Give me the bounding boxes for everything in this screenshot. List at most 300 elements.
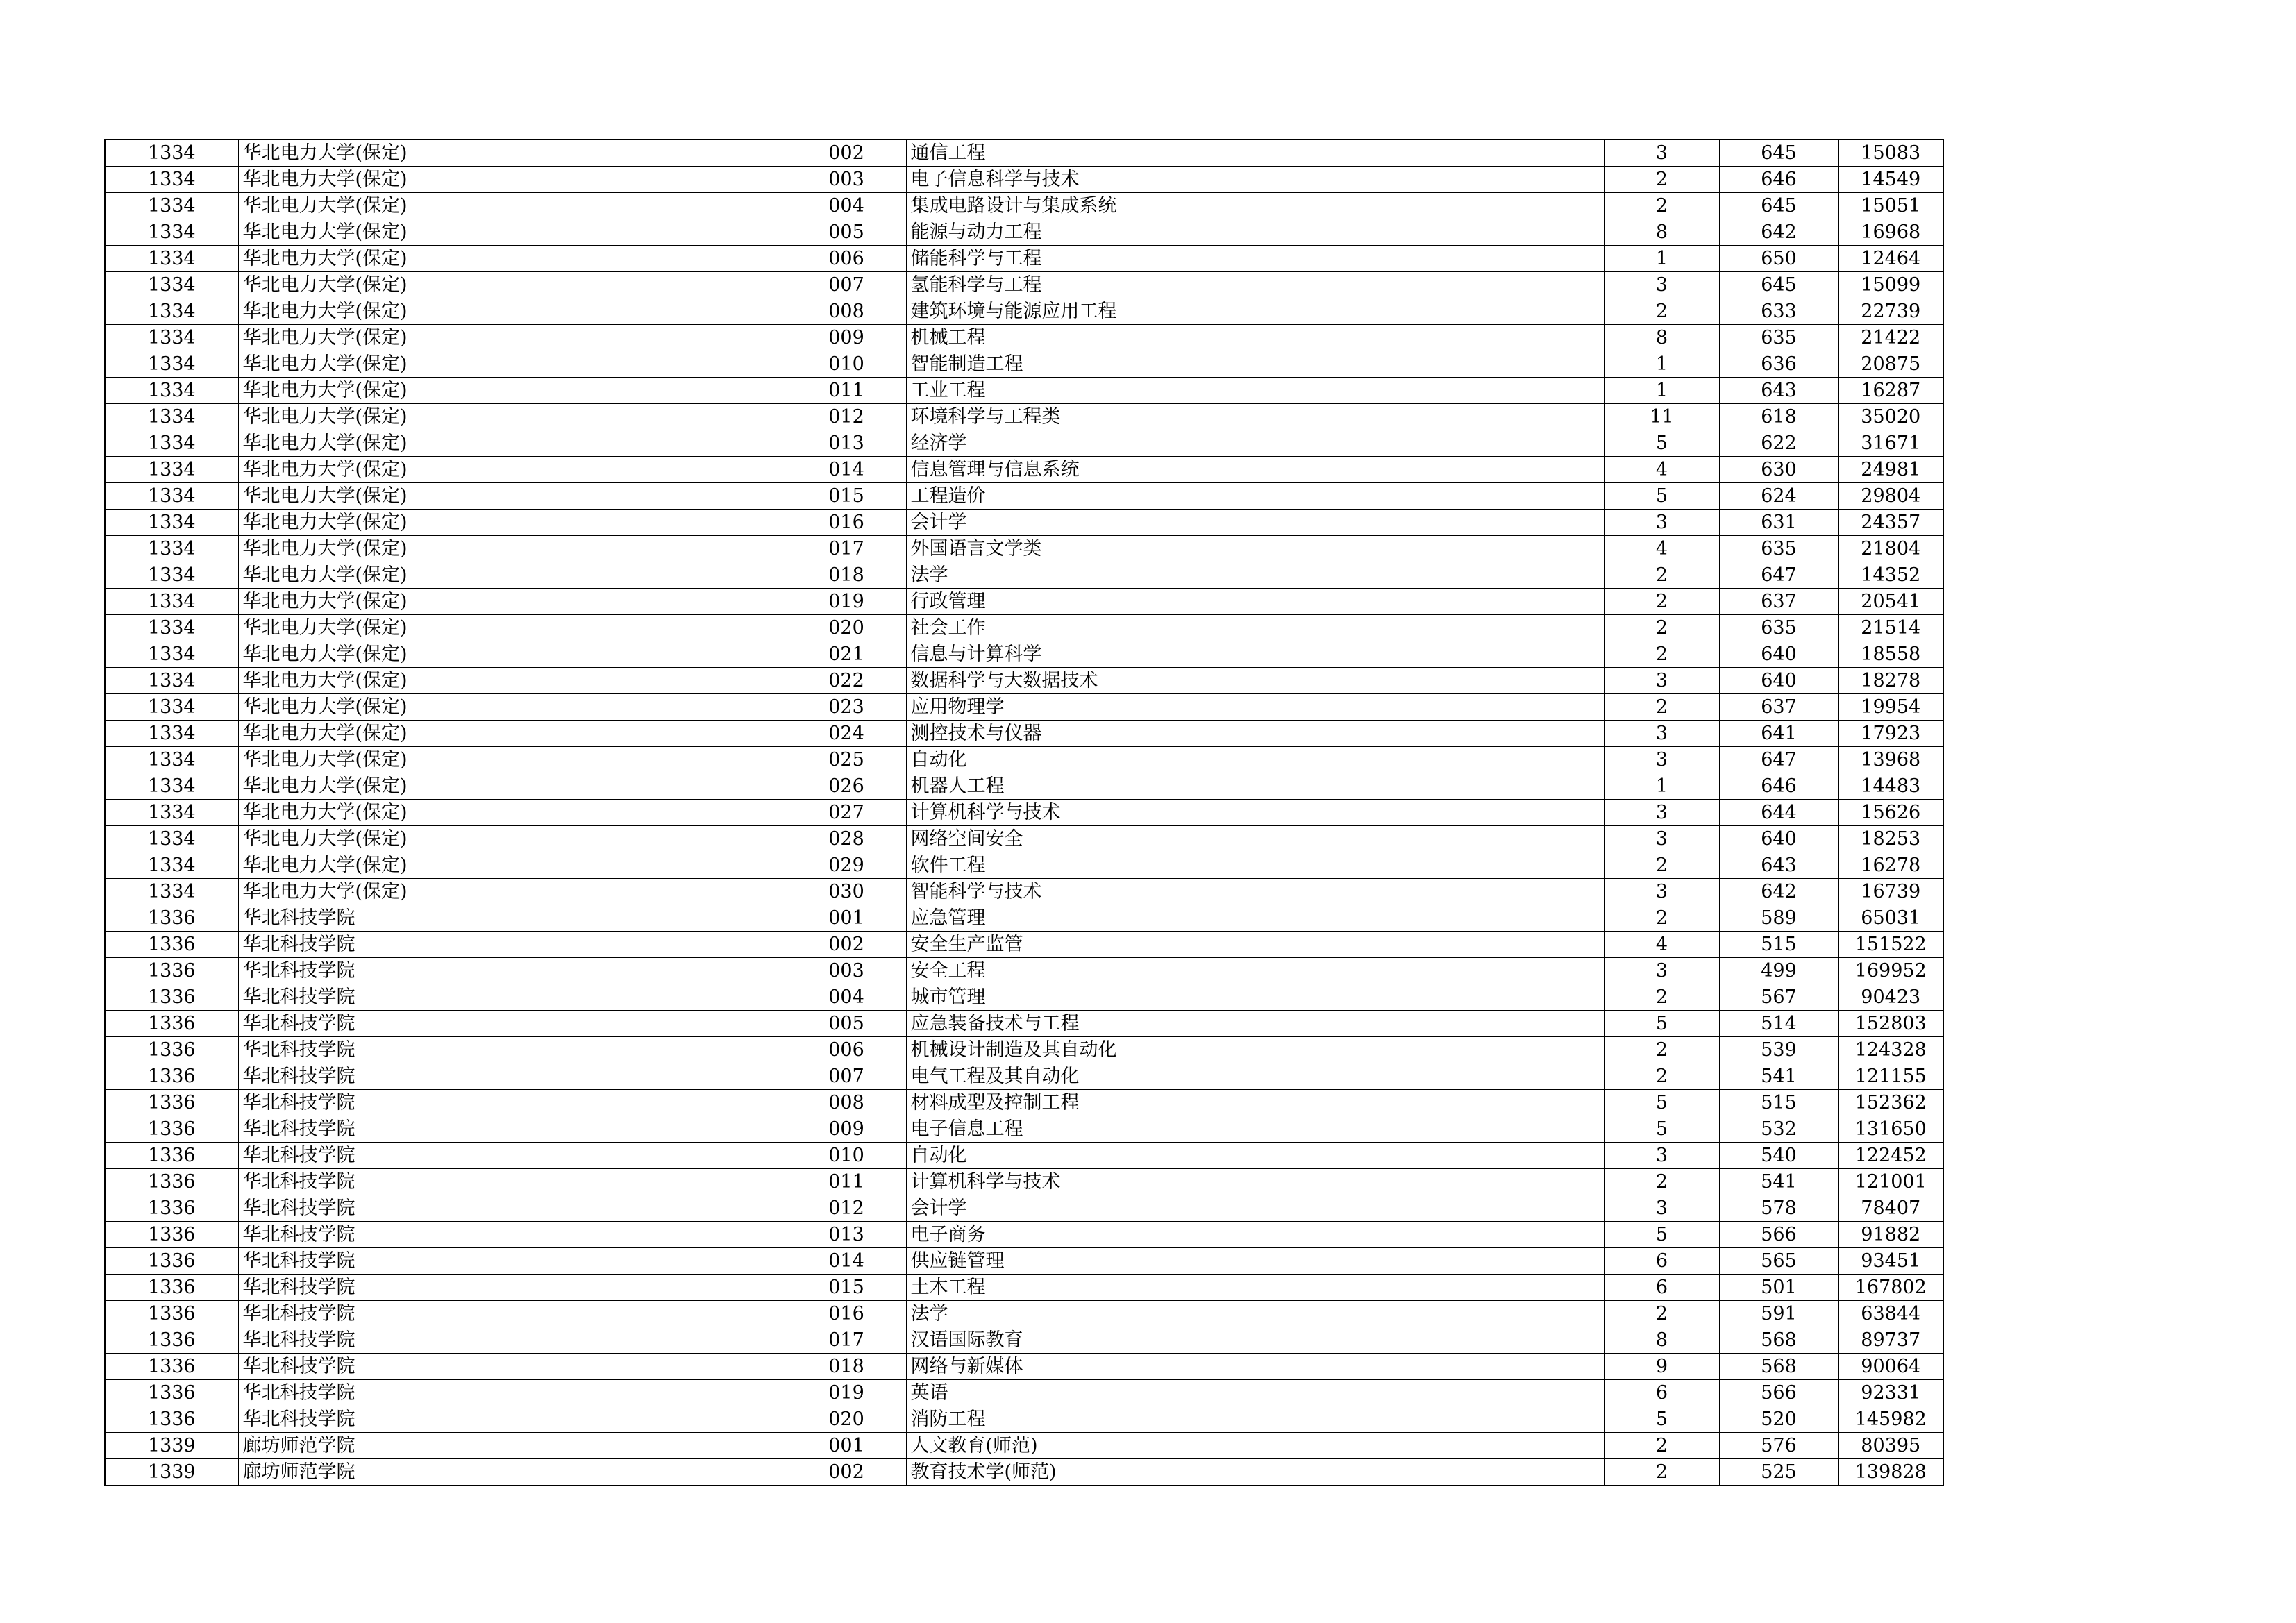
major-name-cell: 电气工程及其自动化 — [906, 1063, 1604, 1090]
school-name-cell: 华北电力大学(保定) — [238, 483, 787, 510]
major-code-cell: 001 — [787, 1433, 906, 1459]
school-code-cell: 1334 — [105, 167, 238, 193]
school-name-cell: 华北电力大学(保定) — [238, 668, 787, 694]
plan-count-cell: 3 — [1604, 747, 1719, 773]
min-score-cell: 525 — [1719, 1459, 1838, 1486]
major-code-cell: 005 — [787, 219, 906, 246]
school-name-cell: 华北科技学院 — [238, 1301, 787, 1327]
min-score-cell: 576 — [1719, 1433, 1838, 1459]
school-name-cell: 华北电力大学(保定) — [238, 589, 787, 615]
plan-count-cell: 6 — [1604, 1380, 1719, 1406]
table-row — [105, 1090, 1943, 1116]
min-score-cell: 631 — [1719, 510, 1838, 536]
school-code-cell: 1334 — [105, 140, 238, 167]
major-code-cell: 020 — [787, 1406, 906, 1433]
plan-count-cell: 4 — [1604, 536, 1719, 562]
major-code-cell: 019 — [787, 1380, 906, 1406]
school-name-cell: 华北科技学院 — [238, 958, 787, 984]
table-row — [105, 1459, 1943, 1486]
table-row — [105, 1275, 1943, 1301]
min-rank-cell: 35020 — [1838, 404, 1943, 430]
major-code-cell: 019 — [787, 589, 906, 615]
school-code-cell: 1336 — [105, 1327, 238, 1354]
plan-count-cell: 3 — [1604, 1143, 1719, 1169]
school-code-cell: 1336 — [105, 1248, 238, 1275]
admission-table — [104, 139, 1944, 1486]
major-name-cell: 能源与动力工程 — [906, 219, 1604, 246]
table-row — [105, 905, 1943, 932]
plan-count-cell: 4 — [1604, 932, 1719, 958]
major-name-cell: 环境科学与工程类 — [906, 404, 1604, 430]
min-rank-cell: 16278 — [1838, 852, 1943, 879]
school-name-cell: 华北电力大学(保定) — [238, 694, 787, 721]
major-name-cell: 英语 — [906, 1380, 1604, 1406]
major-name-cell: 电子信息工程 — [906, 1116, 1604, 1143]
min-rank-cell: 20875 — [1838, 351, 1943, 378]
school-name-cell: 华北科技学院 — [238, 1116, 787, 1143]
plan-count-cell: 5 — [1604, 1116, 1719, 1143]
school-code-cell: 1334 — [105, 193, 238, 219]
table-row — [105, 298, 1943, 325]
table-row — [105, 430, 1943, 457]
table-row — [105, 457, 1943, 483]
major-code-cell: 030 — [787, 879, 906, 905]
major-code-cell: 011 — [787, 1169, 906, 1195]
school-code-cell: 1339 — [105, 1459, 238, 1486]
table-row — [105, 562, 1943, 589]
min-rank-cell: 63844 — [1838, 1301, 1943, 1327]
min-rank-cell: 131650 — [1838, 1116, 1943, 1143]
table-row — [105, 641, 1943, 668]
plan-count-cell: 4 — [1604, 457, 1719, 483]
min-score-cell: 578 — [1719, 1195, 1838, 1222]
major-code-cell: 004 — [787, 193, 906, 219]
school-name-cell: 华北电力大学(保定) — [238, 641, 787, 668]
school-code-cell: 1334 — [105, 773, 238, 800]
major-code-cell: 013 — [787, 1222, 906, 1248]
min-score-cell: 643 — [1719, 852, 1838, 879]
school-name-cell: 华北电力大学(保定) — [238, 351, 787, 378]
school-name-cell: 华北电力大学(保定) — [238, 852, 787, 879]
major-code-cell: 015 — [787, 483, 906, 510]
major-name-cell: 储能科学与工程 — [906, 246, 1604, 272]
plan-count-cell: 2 — [1604, 852, 1719, 879]
school-name-cell: 华北电力大学(保定) — [238, 193, 787, 219]
plan-count-cell: 5 — [1604, 483, 1719, 510]
major-code-cell: 008 — [787, 298, 906, 325]
plan-count-cell: 3 — [1604, 1195, 1719, 1222]
plan-count-cell: 3 — [1604, 721, 1719, 747]
min-rank-cell: 15099 — [1838, 272, 1943, 298]
school-code-cell: 1334 — [105, 298, 238, 325]
plan-count-cell: 8 — [1604, 1327, 1719, 1354]
school-code-cell: 1334 — [105, 615, 238, 641]
min-score-cell: 646 — [1719, 167, 1838, 193]
min-score-cell: 645 — [1719, 272, 1838, 298]
min-rank-cell: 15083 — [1838, 140, 1943, 167]
school-code-cell: 1334 — [105, 694, 238, 721]
school-code-cell: 1336 — [105, 1063, 238, 1090]
table-row — [105, 1195, 1943, 1222]
major-code-cell: 014 — [787, 457, 906, 483]
major-name-cell: 行政管理 — [906, 589, 1604, 615]
plan-count-cell: 5 — [1604, 1406, 1719, 1433]
school-name-cell: 华北电力大学(保定) — [238, 272, 787, 298]
school-name-cell: 华北科技学院 — [238, 1248, 787, 1275]
school-code-cell: 1336 — [105, 1090, 238, 1116]
plan-count-cell: 2 — [1604, 1433, 1719, 1459]
table-row — [105, 219, 1943, 246]
min-rank-cell: 16287 — [1838, 378, 1943, 404]
min-rank-cell: 151522 — [1838, 932, 1943, 958]
school-code-cell: 1336 — [105, 1380, 238, 1406]
major-name-cell: 法学 — [906, 562, 1604, 589]
plan-count-cell: 5 — [1604, 1090, 1719, 1116]
school-name-cell: 廊坊师范学院 — [238, 1433, 787, 1459]
major-code-cell: 002 — [787, 1459, 906, 1486]
major-code-cell: 021 — [787, 641, 906, 668]
major-code-cell: 026 — [787, 773, 906, 800]
min-score-cell: 567 — [1719, 984, 1838, 1011]
school-code-cell: 1334 — [105, 879, 238, 905]
school-name-cell: 华北科技学院 — [238, 905, 787, 932]
plan-count-cell: 2 — [1604, 1169, 1719, 1195]
plan-count-cell: 2 — [1604, 1459, 1719, 1486]
school-name-cell: 华北电力大学(保定) — [238, 721, 787, 747]
major-code-cell: 027 — [787, 800, 906, 826]
min-rank-cell: 169952 — [1838, 958, 1943, 984]
school-name-cell: 华北科技学院 — [238, 1011, 787, 1037]
school-code-cell: 1334 — [105, 536, 238, 562]
major-name-cell: 电子信息科学与技术 — [906, 167, 1604, 193]
table-row — [105, 1116, 1943, 1143]
major-name-cell: 消防工程 — [906, 1406, 1604, 1433]
school-name-cell: 华北电力大学(保定) — [238, 140, 787, 167]
major-code-cell: 018 — [787, 562, 906, 589]
min-rank-cell: 152362 — [1838, 1090, 1943, 1116]
major-name-cell: 集成电路设计与集成系统 — [906, 193, 1604, 219]
major-name-cell: 通信工程 — [906, 140, 1604, 167]
table-row — [105, 800, 1943, 826]
min-rank-cell: 21422 — [1838, 325, 1943, 351]
min-score-cell: 499 — [1719, 958, 1838, 984]
table-row — [105, 140, 1943, 167]
min-score-cell: 539 — [1719, 1037, 1838, 1063]
school-code-cell: 1334 — [105, 668, 238, 694]
min-score-cell: 646 — [1719, 773, 1838, 800]
school-name-cell: 华北电力大学(保定) — [238, 457, 787, 483]
major-code-cell: 005 — [787, 1011, 906, 1037]
school-code-cell: 1336 — [105, 932, 238, 958]
school-code-cell: 1334 — [105, 325, 238, 351]
min-score-cell: 636 — [1719, 351, 1838, 378]
table-row — [105, 958, 1943, 984]
plan-count-cell: 6 — [1604, 1248, 1719, 1275]
major-name-cell: 外国语言文学类 — [906, 536, 1604, 562]
major-name-cell: 安全生产监管 — [906, 932, 1604, 958]
major-code-cell: 003 — [787, 167, 906, 193]
min-score-cell: 647 — [1719, 747, 1838, 773]
major-code-cell: 023 — [787, 694, 906, 721]
plan-count-cell: 2 — [1604, 1301, 1719, 1327]
plan-count-cell: 6 — [1604, 1275, 1719, 1301]
major-code-cell: 028 — [787, 826, 906, 852]
major-code-cell: 008 — [787, 1090, 906, 1116]
school-name-cell: 华北电力大学(保定) — [238, 747, 787, 773]
min-rank-cell: 124328 — [1838, 1037, 1943, 1063]
table-row — [105, 932, 1943, 958]
major-name-cell: 机械设计制造及其自动化 — [906, 1037, 1604, 1063]
min-rank-cell: 13968 — [1838, 747, 1943, 773]
min-score-cell: 568 — [1719, 1327, 1838, 1354]
min-rank-cell: 21514 — [1838, 615, 1943, 641]
min-rank-cell: 20541 — [1838, 589, 1943, 615]
major-code-cell: 014 — [787, 1248, 906, 1275]
plan-count-cell: 5 — [1604, 430, 1719, 457]
min-rank-cell: 80395 — [1838, 1433, 1943, 1459]
min-score-cell: 641 — [1719, 721, 1838, 747]
school-name-cell: 华北科技学院 — [238, 932, 787, 958]
min-rank-cell: 21804 — [1838, 536, 1943, 562]
school-code-cell: 1334 — [105, 641, 238, 668]
table-row — [105, 404, 1943, 430]
major-name-cell: 机器人工程 — [906, 773, 1604, 800]
min-score-cell: 624 — [1719, 483, 1838, 510]
plan-count-cell: 1 — [1604, 378, 1719, 404]
table-row — [105, 325, 1943, 351]
major-code-cell: 022 — [787, 668, 906, 694]
min-rank-cell: 12464 — [1838, 246, 1943, 272]
school-name-cell: 华北电力大学(保定) — [238, 430, 787, 457]
min-score-cell: 640 — [1719, 668, 1838, 694]
plan-count-cell: 2 — [1604, 641, 1719, 668]
school-name-cell: 华北电力大学(保定) — [238, 826, 787, 852]
min-score-cell: 520 — [1719, 1406, 1838, 1433]
major-name-cell: 机械工程 — [906, 325, 1604, 351]
major-code-cell: 020 — [787, 615, 906, 641]
school-name-cell: 华北电力大学(保定) — [238, 562, 787, 589]
school-code-cell: 1334 — [105, 378, 238, 404]
major-name-cell: 自动化 — [906, 747, 1604, 773]
plan-count-cell: 2 — [1604, 905, 1719, 932]
plan-count-cell: 3 — [1604, 510, 1719, 536]
school-name-cell: 华北电力大学(保定) — [238, 325, 787, 351]
school-code-cell: 1334 — [105, 272, 238, 298]
school-code-cell: 1336 — [105, 958, 238, 984]
school-name-cell: 华北电力大学(保定) — [238, 404, 787, 430]
major-name-cell: 网络与新媒体 — [906, 1354, 1604, 1380]
major-name-cell: 教育技术学(师范) — [906, 1459, 1604, 1486]
min-score-cell: 515 — [1719, 1090, 1838, 1116]
min-rank-cell: 15626 — [1838, 800, 1943, 826]
plan-count-cell: 3 — [1604, 826, 1719, 852]
major-name-cell: 经济学 — [906, 430, 1604, 457]
school-code-cell: 1336 — [105, 1222, 238, 1248]
major-code-cell: 002 — [787, 932, 906, 958]
min-score-cell: 642 — [1719, 219, 1838, 246]
table-row — [105, 246, 1943, 272]
plan-count-cell: 5 — [1604, 1222, 1719, 1248]
school-name-cell: 华北电力大学(保定) — [238, 167, 787, 193]
min-rank-cell: 14549 — [1838, 167, 1943, 193]
min-rank-cell: 22739 — [1838, 298, 1943, 325]
school-code-cell: 1334 — [105, 747, 238, 773]
school-code-cell: 1334 — [105, 721, 238, 747]
major-name-cell: 汉语国际教育 — [906, 1327, 1604, 1354]
min-rank-cell: 121155 — [1838, 1063, 1943, 1090]
major-name-cell: 数据科学与大数据技术 — [906, 668, 1604, 694]
major-name-cell: 智能制造工程 — [906, 351, 1604, 378]
plan-count-cell: 1 — [1604, 773, 1719, 800]
plan-count-cell: 1 — [1604, 351, 1719, 378]
school-code-cell: 1334 — [105, 246, 238, 272]
school-code-cell: 1336 — [105, 1354, 238, 1380]
table-row — [105, 852, 1943, 879]
table-row — [105, 1406, 1943, 1433]
table-row — [105, 483, 1943, 510]
min-score-cell: 566 — [1719, 1380, 1838, 1406]
major-code-cell: 018 — [787, 1354, 906, 1380]
min-rank-cell: 18558 — [1838, 641, 1943, 668]
school-code-cell: 1336 — [105, 1037, 238, 1063]
plan-count-cell: 8 — [1604, 325, 1719, 351]
major-name-cell: 土木工程 — [906, 1275, 1604, 1301]
table-row — [105, 1327, 1943, 1354]
min-rank-cell: 167802 — [1838, 1275, 1943, 1301]
min-rank-cell: 19954 — [1838, 694, 1943, 721]
major-code-cell: 025 — [787, 747, 906, 773]
school-code-cell: 1336 — [105, 1195, 238, 1222]
major-code-cell: 002 — [787, 140, 906, 167]
school-code-cell: 1334 — [105, 852, 238, 879]
min-rank-cell: 16739 — [1838, 879, 1943, 905]
min-rank-cell: 89737 — [1838, 1327, 1943, 1354]
plan-count-cell: 8 — [1604, 219, 1719, 246]
min-score-cell: 650 — [1719, 246, 1838, 272]
school-code-cell: 1334 — [105, 219, 238, 246]
school-name-cell: 华北科技学院 — [238, 1327, 787, 1354]
min-score-cell: 637 — [1719, 589, 1838, 615]
school-name-cell: 华北电力大学(保定) — [238, 800, 787, 826]
min-score-cell: 589 — [1719, 905, 1838, 932]
major-name-cell: 应用物理学 — [906, 694, 1604, 721]
school-name-cell: 华北电力大学(保定) — [238, 773, 787, 800]
plan-count-cell: 5 — [1604, 1011, 1719, 1037]
table-row — [105, 826, 1943, 852]
min-score-cell: 635 — [1719, 615, 1838, 641]
school-code-cell: 1336 — [105, 1169, 238, 1195]
major-code-cell: 011 — [787, 378, 906, 404]
plan-count-cell: 2 — [1604, 562, 1719, 589]
school-name-cell: 华北科技学院 — [238, 1037, 787, 1063]
min-score-cell: 635 — [1719, 325, 1838, 351]
min-score-cell: 644 — [1719, 800, 1838, 826]
major-name-cell: 网络空间安全 — [906, 826, 1604, 852]
school-name-cell: 廊坊师范学院 — [238, 1459, 787, 1486]
major-code-cell: 009 — [787, 325, 906, 351]
min-score-cell: 541 — [1719, 1169, 1838, 1195]
min-rank-cell: 145982 — [1838, 1406, 1943, 1433]
school-name-cell: 华北科技学院 — [238, 1380, 787, 1406]
major-code-cell: 016 — [787, 1301, 906, 1327]
table-row — [105, 668, 1943, 694]
table-row — [105, 536, 1943, 562]
table-row — [105, 351, 1943, 378]
min-rank-cell: 78407 — [1838, 1195, 1943, 1222]
major-code-cell: 004 — [787, 984, 906, 1011]
min-rank-cell: 15051 — [1838, 193, 1943, 219]
major-code-cell: 006 — [787, 246, 906, 272]
table-row — [105, 1169, 1943, 1195]
plan-count-cell: 3 — [1604, 140, 1719, 167]
major-name-cell: 工程造价 — [906, 483, 1604, 510]
major-name-cell: 信息与计算科学 — [906, 641, 1604, 668]
min-rank-cell: 91882 — [1838, 1222, 1943, 1248]
major-name-cell: 供应链管理 — [906, 1248, 1604, 1275]
major-name-cell: 软件工程 — [906, 852, 1604, 879]
plan-count-cell: 3 — [1604, 879, 1719, 905]
school-code-cell: 1336 — [105, 984, 238, 1011]
min-score-cell: 501 — [1719, 1275, 1838, 1301]
major-code-cell: 029 — [787, 852, 906, 879]
min-score-cell: 640 — [1719, 826, 1838, 852]
major-name-cell: 自动化 — [906, 1143, 1604, 1169]
min-score-cell: 568 — [1719, 1354, 1838, 1380]
min-score-cell: 645 — [1719, 193, 1838, 219]
min-rank-cell: 90064 — [1838, 1354, 1943, 1380]
table-body — [105, 140, 1943, 1486]
min-rank-cell: 90423 — [1838, 984, 1943, 1011]
min-score-cell: 643 — [1719, 378, 1838, 404]
plan-count-cell: 3 — [1604, 668, 1719, 694]
table-row — [105, 984, 1943, 1011]
min-rank-cell: 122452 — [1838, 1143, 1943, 1169]
plan-count-cell: 2 — [1604, 694, 1719, 721]
min-rank-cell: 31671 — [1838, 430, 1943, 457]
table-row — [105, 1011, 1943, 1037]
major-name-cell: 法学 — [906, 1301, 1604, 1327]
major-name-cell: 材料成型及控制工程 — [906, 1090, 1604, 1116]
school-name-cell: 华北电力大学(保定) — [238, 510, 787, 536]
min-rank-cell: 16968 — [1838, 219, 1943, 246]
major-name-cell: 测控技术与仪器 — [906, 721, 1604, 747]
table-row — [105, 272, 1943, 298]
major-code-cell: 017 — [787, 1327, 906, 1354]
major-name-cell: 智能科学与技术 — [906, 879, 1604, 905]
table-row — [105, 1037, 1943, 1063]
min-score-cell: 633 — [1719, 298, 1838, 325]
school-name-cell: 华北电力大学(保定) — [238, 378, 787, 404]
min-score-cell: 618 — [1719, 404, 1838, 430]
plan-count-cell: 3 — [1604, 800, 1719, 826]
table-row — [105, 1433, 1943, 1459]
school-code-cell: 1334 — [105, 826, 238, 852]
major-name-cell: 工业工程 — [906, 378, 1604, 404]
plan-count-cell: 2 — [1604, 193, 1719, 219]
plan-count-cell: 11 — [1604, 404, 1719, 430]
plan-count-cell: 2 — [1604, 984, 1719, 1011]
school-name-cell: 华北科技学院 — [238, 1275, 787, 1301]
table-row — [105, 1380, 1943, 1406]
table-row — [105, 1248, 1943, 1275]
min-score-cell: 645 — [1719, 140, 1838, 167]
school-name-cell: 华北科技学院 — [238, 1406, 787, 1433]
school-code-cell: 1336 — [105, 1116, 238, 1143]
min-rank-cell: 121001 — [1838, 1169, 1943, 1195]
table-row — [105, 1063, 1943, 1090]
school-code-cell: 1336 — [105, 1406, 238, 1433]
table-row — [105, 1222, 1943, 1248]
